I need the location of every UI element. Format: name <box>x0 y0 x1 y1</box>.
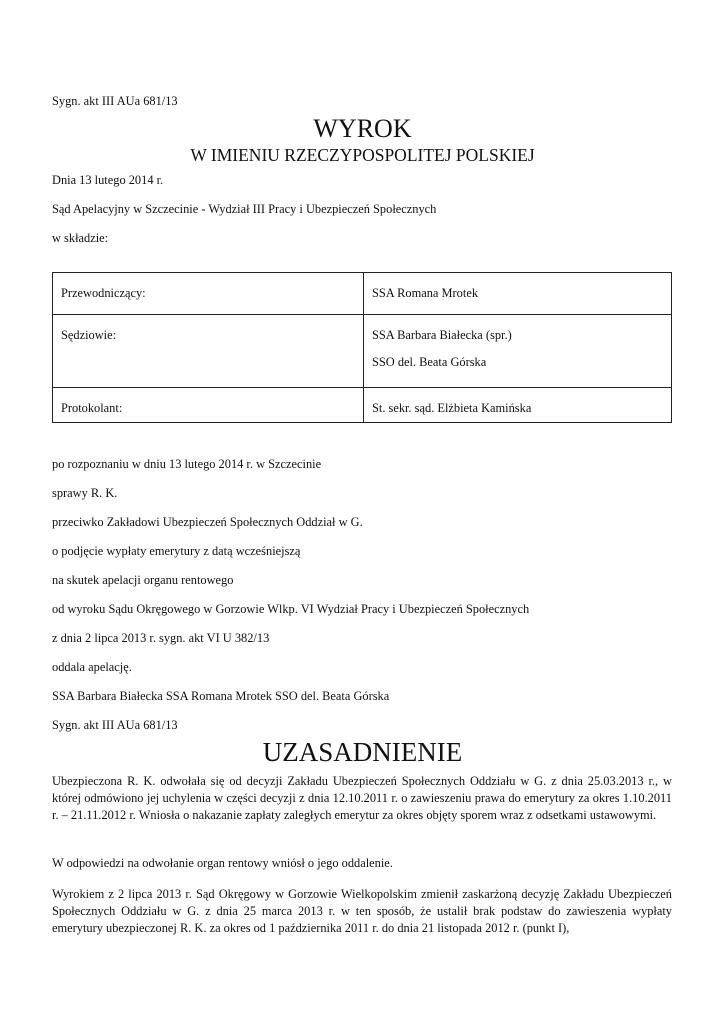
judgment-line: po rozpoznaniu w dniu 13 lutego 2014 r. w Szczecinie <box>52 457 322 471</box>
case-reference: Sygn. akt III AUa 681/13 <box>52 94 178 108</box>
panel-role-label: Przewodniczący: <box>53 273 364 315</box>
justification-paragraph: Wyrokiem z 2 lipca 2013 r. Sąd Okręgowy w Gorzowie Wielkopolskim zmienił zaskarżoną decyzję Zakładu Ubezpieczeń Społecznych Oddziału w G. z dnia 25 marca 2013 r. w ten sposób, że ustalił brak podstaw do zawieszenia wypłaty emerytury ubezpieczonej R. K. za okres od 1 października 2011 r. do dnia 21 listopada 2012 r. (punkt I), <box>52 887 672 936</box>
panel-role-label: Sędziowie: <box>53 315 364 388</box>
justification-paragraph: Ubezpieczona R. K. odwołała się od decyzji Zakładu Ubezpieczeń Społecznych Oddziału w G. z dnia 25.03.2013 r., w której odmówiono jej uchylenia w części decyzji z dnia 12.10.2011 r. o zawieszeniu prawa do emerytury za okres 1.10.2011 r. – 21.11.2012 r. Wniosła o nakazanie zapłaty zaległych emerytur za okres objęty sporem wraz z odsetkami ustawowymi. <box>52 774 672 823</box>
judgment-line: o podjęcie wypłaty emerytury z datą wcześniejszą <box>52 544 301 558</box>
panel-member-name: SSO del. Beata Górska <box>372 355 487 369</box>
panel-member-name: SSA Romana Mrotek <box>372 286 479 300</box>
panel-role-label: Protokolant: <box>53 388 364 423</box>
judgment-line: przeciwko Zakładowi Ubezpieczeń Społecznych Oddział w G. <box>52 515 363 529</box>
table-row <box>53 315 672 388</box>
judgment-line: sprawy R. K. <box>52 486 118 500</box>
panel-member-name: SSA Barbara Białecka (spr.) <box>372 328 512 342</box>
panel-member <box>364 388 672 423</box>
panel-member <box>364 273 672 315</box>
signatures: SSA Barbara Białecka SSA Romana Mrotek SSO del. Beata Górska <box>52 689 390 703</box>
document-subtitle: W IMIENIU RZECZYPOSPOLITEJ POLSKIEJ <box>190 145 535 165</box>
judgment-date: Dnia 13 lutego 2014 r. <box>52 173 164 187</box>
justification-paragraph: W odpowiedzi na odwołanie organ rentowy wniósł o jego oddalenie. <box>52 856 393 870</box>
justification-heading: UZASADNIENIE <box>262 737 463 767</box>
panel-member-name: St. sekr. sąd. Elżbieta Kamińska <box>372 401 532 415</box>
panel-member <box>364 315 672 388</box>
judgment-line: z dnia 2 lipca 2013 r. sygn. akt VI U 382/13 <box>52 631 270 645</box>
table-row <box>53 273 672 315</box>
court-panel-table <box>52 272 672 423</box>
court-name: Sąd Apelacyjny w Szczecinie - Wydział III Pracy i Ubezpieczeń Społecznych <box>52 202 437 216</box>
judgment-line: od wyroku Sądu Okręgowego w Gorzowie Wlkp. VI Wydział Pracy i Ubezpieczeń Społecznych <box>52 602 530 616</box>
judgment-line: na skutek apelacji organu rentowego <box>52 573 234 587</box>
table-row <box>53 388 672 423</box>
case-reference: Sygn. akt III AUa 681/13 <box>52 718 178 732</box>
composition-intro: w składzie: <box>52 231 109 245</box>
judgment-operative: oddala apelację. <box>52 660 132 674</box>
document-title: WYROK <box>313 114 412 143</box>
